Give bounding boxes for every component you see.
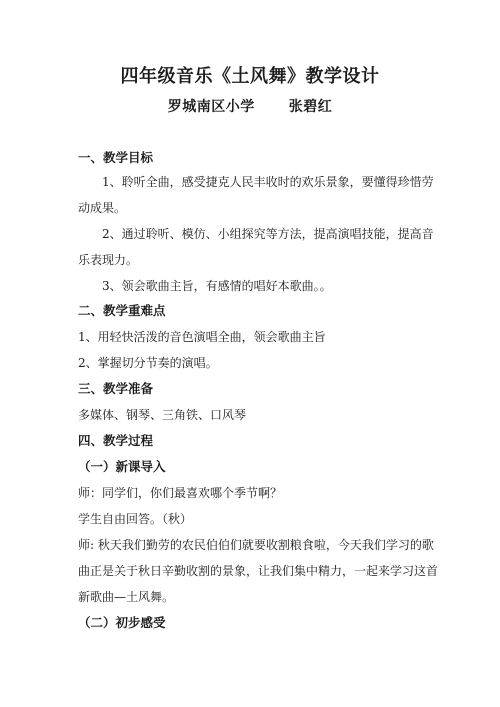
paragraph-line: 师：同学们，你们最喜欢哪个季节啊？ [78, 486, 283, 500]
section-heading: 三、教学准备 [78, 381, 154, 396]
paragraph-line: 曲正是关于秋日辛勤收割的景象，让我们集中精力，一起来学习这首 [78, 564, 439, 578]
section-heading: 一、教学目标 [78, 150, 154, 165]
section-heading: 二、教学重难点 [78, 303, 166, 318]
document-subtitle [0, 96, 500, 116]
document-title: 四年级音乐《土风舞》教学设计 [120, 66, 380, 87]
section-heading: （一）新课导入 [78, 459, 166, 474]
paragraph-line: 2、掌握切分节奏的演唱。 [78, 356, 218, 370]
paragraph-line: 2、通过聆听、模仿、小组探究等方法，提高演唱技能，提高音 [102, 227, 434, 241]
section-heading: （二）初步感受 [78, 615, 166, 630]
paragraph-line: 乐表现力。 [78, 253, 139, 267]
paragraph-line: 3、领会歌曲主旨，有感情的唱好本歌曲。。 [102, 279, 332, 293]
paragraph-line: 多媒体、钢琴、三角铁、口风琴 [78, 408, 247, 422]
paragraph-line: 1、用轻快活泼的音色演唱全曲，领会歌曲主旨 [78, 330, 326, 344]
paragraph-line: 1、聆听全曲，感受捷克人民丰收时的欢乐景象，要懂得珍惜劳 [102, 175, 434, 189]
paragraph-line: 学生自由回答。（秋） [78, 512, 193, 526]
school-name: 罗城南区小学 [167, 99, 255, 115]
section-heading: 四、教学过程 [78, 433, 154, 448]
author-name: 张碧红 [288, 99, 333, 115]
paragraph-line: 动成果。 [78, 201, 127, 215]
paragraph-line: 师: 秋天我们勤劳的农民伯伯们就要收割粮食啦，今天我们学习的歌 [78, 538, 434, 552]
paragraph-line: 新歌曲—土风舞。 [78, 590, 175, 604]
